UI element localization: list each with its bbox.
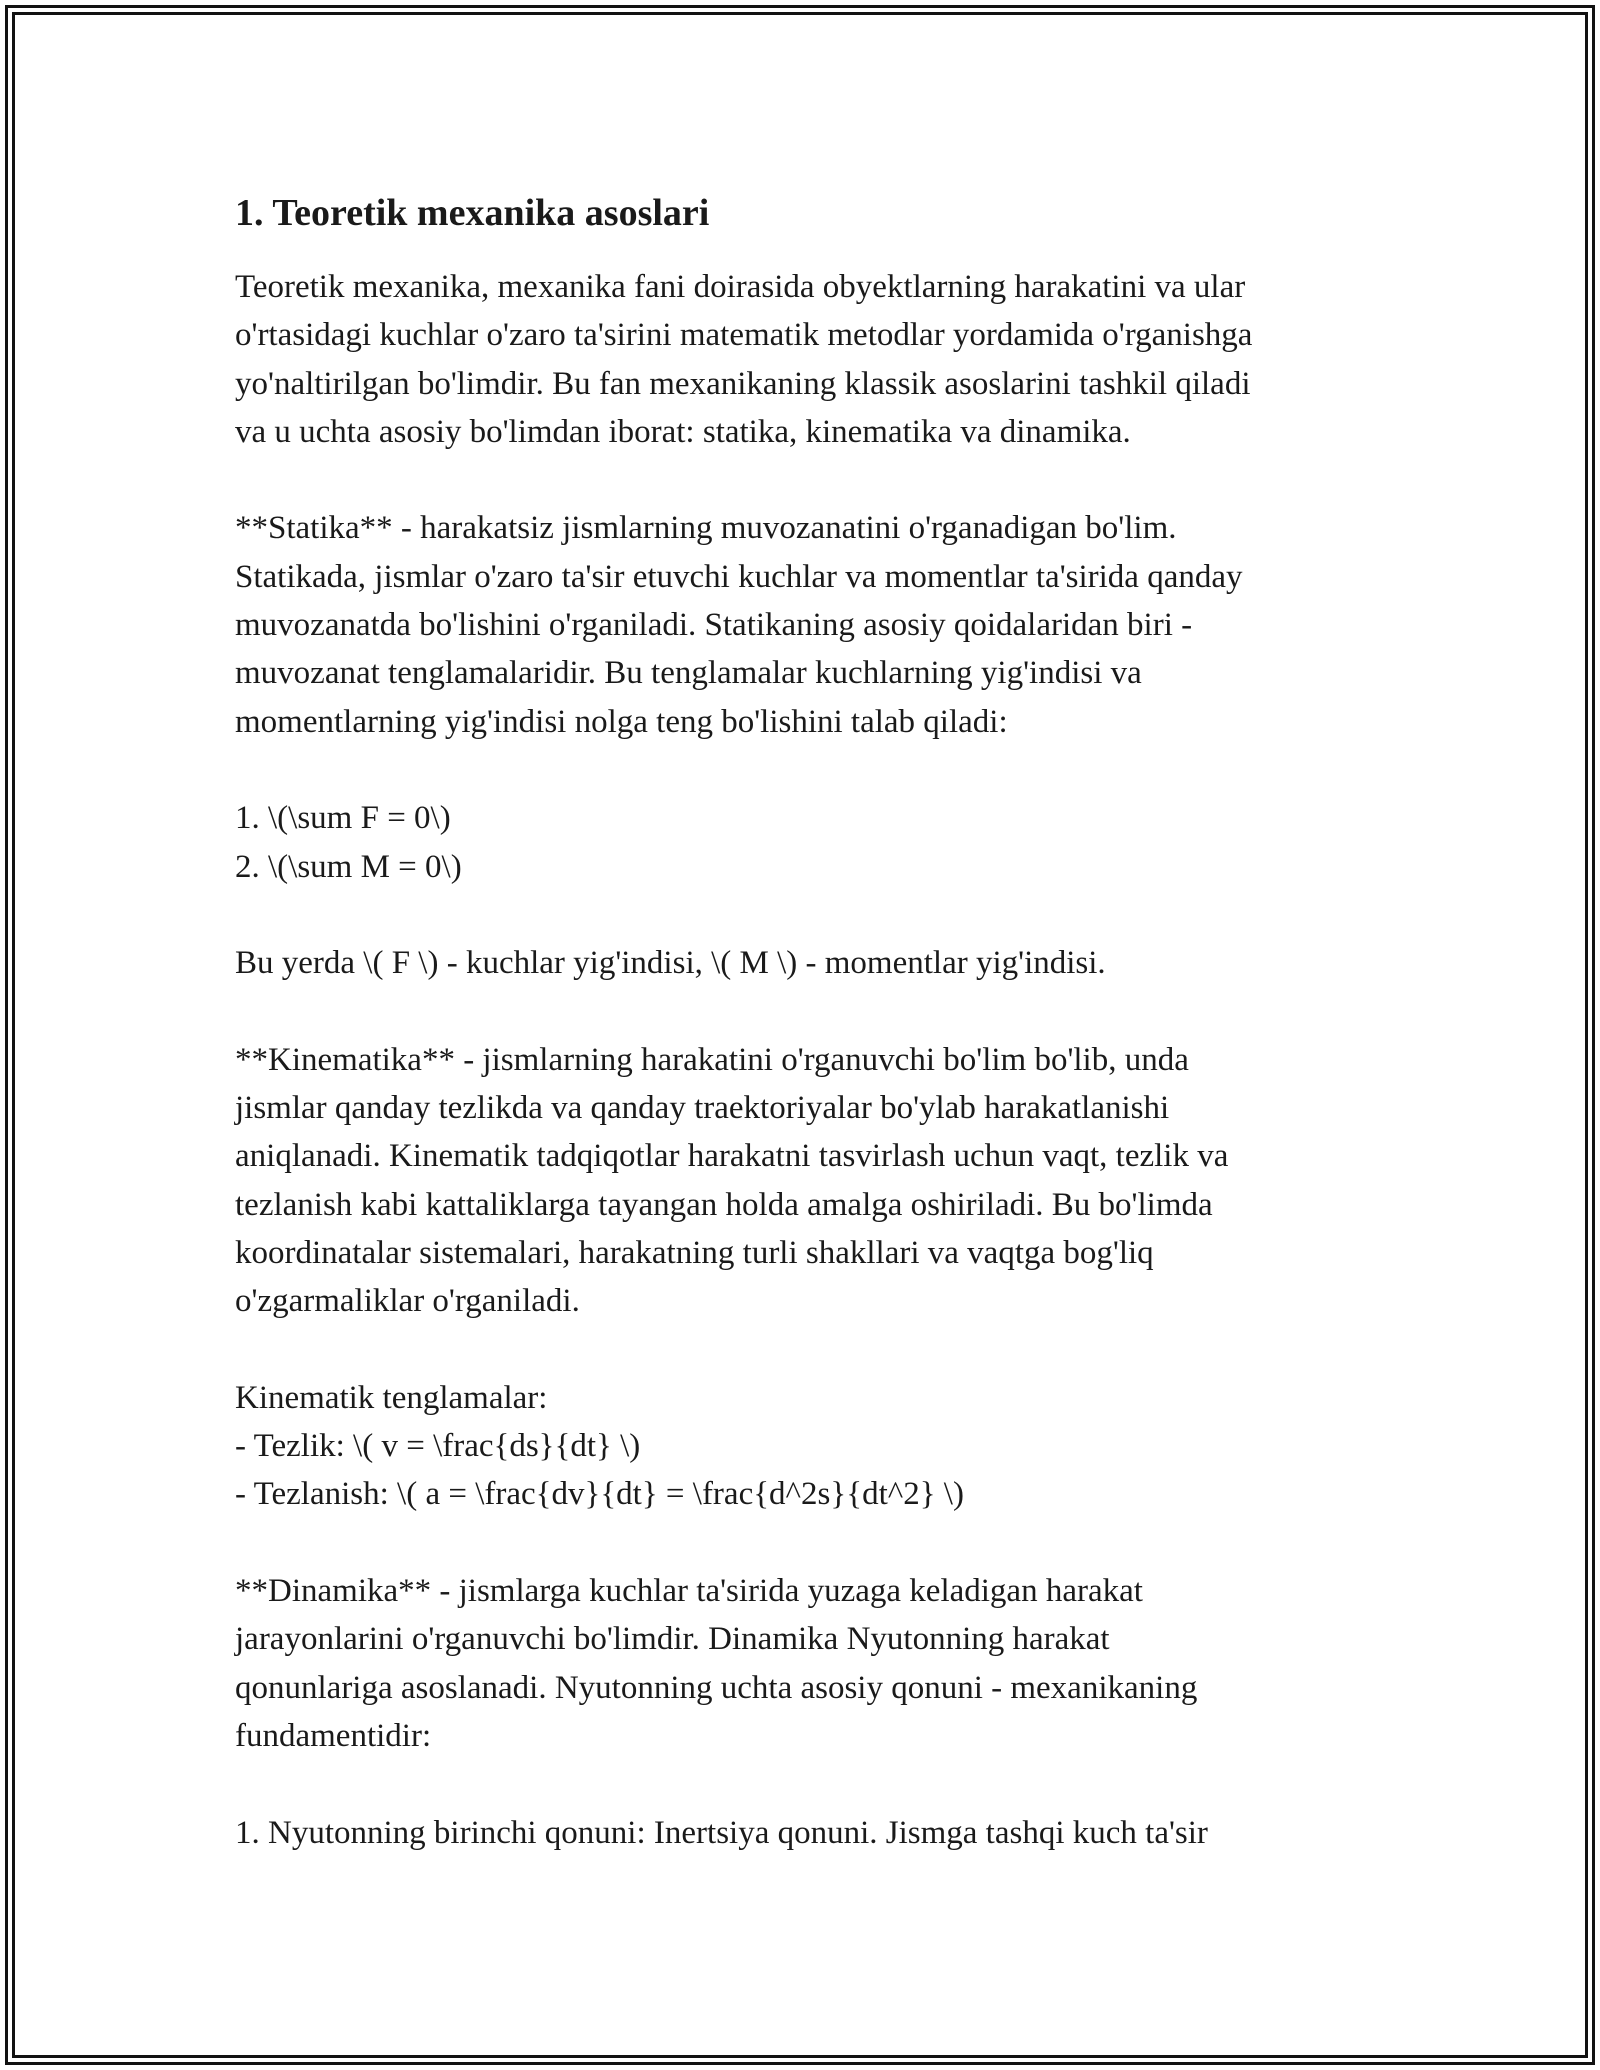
dinamika-paragraph: **Dinamika** - jismlarga kuchlar ta'sirida yuzaga keladigan harakat jarayonlarini o'rganuvchi bo'limdir. Dinamika Nyutonning harakat qonunlariga asoslanadi. Nyutonning uchta asosiy qonuni - mexanikaning fundamentidir: [235,1573,1198,1754]
paragraph-gap [235,1519,1385,1567]
paragraph-gap [235,1326,1385,1374]
document-page [235,185,1385,1857]
paragraph-gap [235,1760,1385,1808]
kinematika-equations: Kinematik tenglamalar: - Tezlik: \( v = \frac{ds}{dt} \) - Tezlanish: \( a = \frac{dv}{dt} = \frac{d^2s}{dt^2} \) [235,1379,964,1513]
paragraph-gap [235,456,1385,504]
statika-variables-note: Bu yerda \( F \) - kuchlar yig'indisi, \( M \) - momentlar yig'indisi. [235,945,1106,982]
kinematika-paragraph: **Kinematika** - jismlarning harakatini o'rganuvchi bo'lim bo'lib, unda jismlar qanday tezlikda va qanday traektoriyalar bo'ylab harakatlanishi aniqlanadi. Kinematik tadqiqotlar harakatni tasvirlash uchun vaqt, tezlik va tezlanish kabi kattaliklarga tayangan holda amalga oshiriladi. Bu bo'limda koordinatalar sistemalari, harakatning turli shakllari va vaqtga bog'liq o'zgarmaliklar o'rganiladi. [235,1041,1229,1320]
intro-paragraph: Teoretik mexanika, mexanika fani doirasida obyektlarning harakatini va ular o'rtasidagi kuchlar o'zaro ta'sirini matematik metodlar yordamida o'rganishga yo'naltirilgan bo'limdir. Bu fan mexanikaning klassik asoslarini tashkil qiladi va u uchta asosiy bo'limdan iborat: statika, kinematika va dinamika. [235,269,1253,450]
section-heading: 1. Teoretik mexanika asoslari [235,192,710,234]
paragraph-gap [235,987,1385,1035]
statika-paragraph: **Statika** - harakatsiz jismlarning muvozanatini o'rganadigan bo'lim. Statikada, jismlar o'zaro ta'sir etuvchi kuchlar va momentlar ta'sirida qanday muvozanatda bo'lishini o'rganiladi. Statikaning asosiy qoidalaridan biri - muvozanat tenglamalaridir. Bu tenglamalar kuchlarning yig'indisi va momentlarning yig'indisi nolga teng bo'lishini talab qiladi: [235,510,1243,740]
newton-first-law: 1. Nyutonning birinchi qonuni: Inertsiya qonuni. Jismga tashqi kuch ta'sir [235,1814,1208,1851]
statika-equations: 1. \(\sum F = 0\) 2. \(\sum M = 0\) [235,800,462,885]
paragraph-gap [235,746,1385,794]
paragraph-gap [235,891,1385,939]
